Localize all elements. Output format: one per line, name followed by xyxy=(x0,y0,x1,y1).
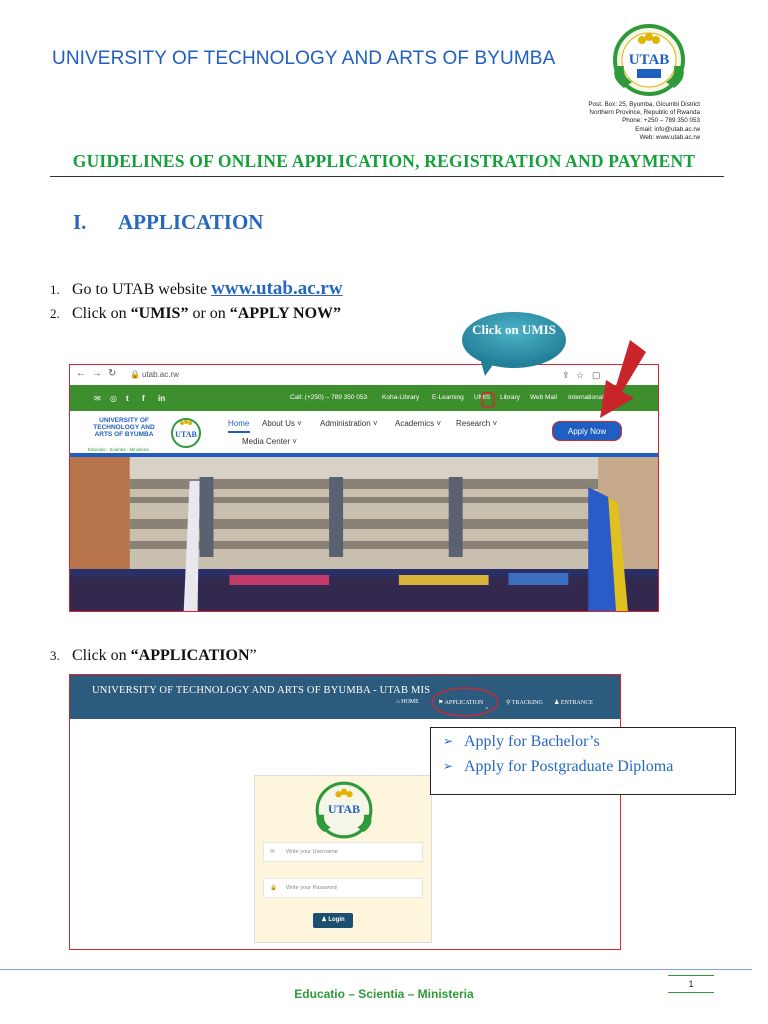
apply-now-button[interactable]: Apply Now xyxy=(552,421,622,441)
contact-line: Email: info@utab.ac.rw xyxy=(635,125,700,133)
password-input[interactable]: 🔒 Write your Password xyxy=(263,878,423,898)
top-link: International xyxy=(568,394,604,401)
mis-screenshot xyxy=(69,674,621,950)
mail-icon: ✉ xyxy=(94,394,101,403)
star-icon: ☆ xyxy=(576,370,585,380)
login-card xyxy=(254,775,432,943)
forward-icon: → xyxy=(92,368,102,379)
apply-postgraduate[interactable]: ➢ Apply for Postgraduate Diploma xyxy=(443,758,674,775)
menu-home[interactable]: ⌂ HOME xyxy=(396,699,419,705)
apply-options-box xyxy=(430,727,736,795)
site-navbar xyxy=(70,411,658,455)
mis-title: UNIVERSITY OF TECHNOLOGY AND ARTS OF BYUMBA - UTAB MIS xyxy=(92,685,431,696)
logo-text: UTAB xyxy=(628,52,670,68)
callout-text: Click on UMIS xyxy=(472,322,556,337)
site-logo-icon xyxy=(170,417,202,449)
university-title: UNIVERSITY OF TECHNOLOGY AND ARTS OF BYUMBA xyxy=(52,48,556,69)
menu-entrance[interactable]: ♟ ENTRANCE xyxy=(554,700,593,706)
utab-logo xyxy=(606,22,692,98)
nav-administration[interactable]: Administration ˅ xyxy=(320,419,378,428)
top-link-bar xyxy=(70,385,658,411)
lock-icon: 🔒 xyxy=(270,885,277,891)
step-1: 1. Go to UTAB website www.utab.ac.rw xyxy=(50,278,343,299)
facebook-icon: f xyxy=(142,394,145,403)
top-link: Library xyxy=(500,394,520,401)
envelope-icon: ✉ xyxy=(270,849,275,855)
contact-line: Phone: +250 – 789 350 053 xyxy=(622,117,700,125)
nav-academics[interactable]: Academics ˅ xyxy=(395,419,442,428)
site-motto: Educatio - Scientia - Ministeria xyxy=(88,447,149,452)
step-2: 2. Click on “UMIS” or on “APPLY NOW” xyxy=(50,305,342,322)
nav-home[interactable]: Home xyxy=(228,419,250,428)
reload-icon: ↻ xyxy=(108,368,117,379)
arrow-icon xyxy=(592,340,652,420)
back-icon: ← xyxy=(76,368,86,379)
contact-line: Post. Box: 25, Byumba, Gicumbi District xyxy=(588,101,700,108)
top-link: Call: (+250) – 789 350 053 xyxy=(290,394,368,401)
share-icon: ⇪ xyxy=(562,370,570,380)
nav-research[interactable]: Research ˅ xyxy=(456,419,498,428)
login-button[interactable]: ♟ Login xyxy=(313,913,353,928)
linkedin-icon: in xyxy=(158,394,166,403)
section-number: I. xyxy=(73,210,87,234)
nav-media-center[interactable]: Media Center ˅ xyxy=(242,437,297,446)
username-input[interactable]: ✉ Write your Username xyxy=(263,842,423,862)
svg-text:˅: ˅ xyxy=(485,707,489,715)
arrow-bullet-icon: ➢ xyxy=(443,759,454,773)
step-3: 3. Click on “APPLICATION” xyxy=(50,647,257,664)
top-link: Koha-Library xyxy=(382,394,420,401)
top-link: Web Mail xyxy=(530,394,557,401)
browser-address-bar xyxy=(70,365,658,385)
contact-line: Web: www.utab.ac.rw xyxy=(639,133,700,141)
umis-highlight xyxy=(481,392,495,408)
lock-icon: 🔒 xyxy=(130,370,140,379)
svg-text:UTAB: UTAB xyxy=(175,430,197,439)
nav-about[interactable]: About Us ˅ xyxy=(262,419,302,428)
campus-photo xyxy=(70,457,658,612)
menu-application[interactable]: ⚑ APPLICATION xyxy=(438,700,484,706)
top-link: E-Learning xyxy=(432,394,464,401)
website-screenshot xyxy=(69,364,659,612)
guidelines-title: GUIDELINES OF ONLINE APPLICATION, REGISTRATION AND PAYMENT xyxy=(72,151,696,171)
footer-divider xyxy=(0,969,752,970)
instagram-icon: ◎ xyxy=(110,394,117,403)
browser-url: utab.ac.rw xyxy=(142,370,179,379)
header-divider xyxy=(50,176,724,177)
contact-block xyxy=(500,101,700,142)
site-logo-text: UNIVERSITY OF TECHNOLOGY AND ARTS OF BYUMBA xyxy=(93,417,155,438)
top-link-umis[interactable]: UMIS xyxy=(474,394,491,401)
application-highlight xyxy=(430,685,502,719)
footer-motto: Educatio – Scientia – Ministeria xyxy=(294,987,474,1001)
nav-active-underline xyxy=(228,431,250,433)
contact-line: Northern Province, Republic of Rwanda xyxy=(589,109,700,117)
menu-tracking[interactable]: ⚲ TRACKING xyxy=(506,700,543,706)
mis-header xyxy=(70,675,620,719)
apply-bachelors[interactable]: ➢ Apply for Bachelor’s xyxy=(443,733,600,750)
page-number: 1 xyxy=(668,975,714,993)
svg-text:UTAB: UTAB xyxy=(328,802,360,817)
twitter-icon: t xyxy=(126,394,129,403)
login-logo xyxy=(310,780,378,840)
extension-icon: ▢ xyxy=(592,370,601,380)
arrow-bullet-icon: ➢ xyxy=(443,734,454,748)
utab-website-link[interactable]: www.utab.ac.rw xyxy=(211,278,343,299)
section-title: APPLICATION xyxy=(118,210,264,234)
